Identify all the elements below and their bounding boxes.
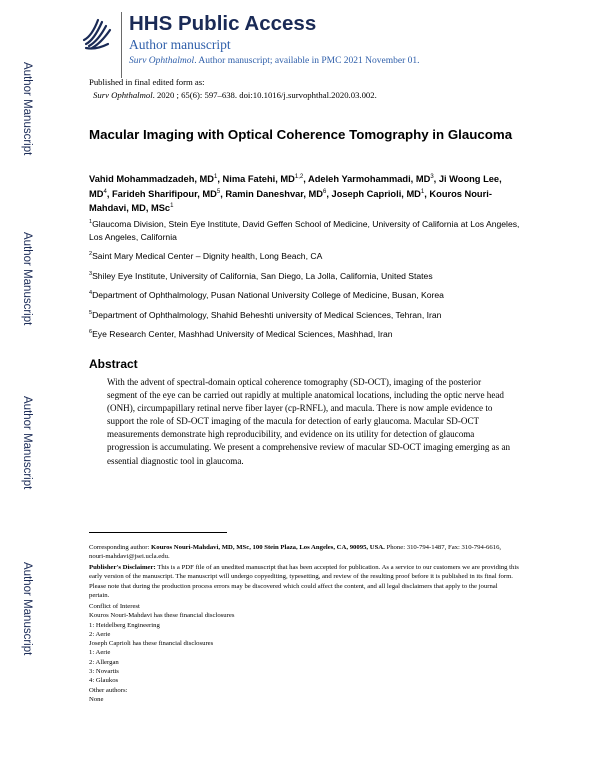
author-list: [89, 172, 519, 216]
article-title: Macular Imaging with Optical Coherence Tomography in Glaucoma: [89, 127, 513, 142]
author: Joseph Caprioli, $MD^1$,: [331, 188, 430, 199]
affiliation: $^2$Saint Mary Medical Center – Dignity health, Long Beach, CA: [89, 251, 323, 261]
citation-rest: . Author manuscript; available in PMC 2021 November 01.: [194, 56, 420, 66]
footnote-line: 2: Allergan: [89, 658, 119, 666]
affiliation: $^6$Eye Research Center, Mashhad University of Medical Sciences, Mashhad, Iran: [89, 329, 393, 339]
hhs-title: HHS Public Access: [129, 12, 317, 35]
side-label-1: Author Manuscript: [21, 62, 33, 156]
footnote-line: 2: Aerie: [89, 630, 111, 638]
citation-journal[interactable]: Surv Ophthalmol: [129, 56, 195, 66]
affiliation: $^3$Shiley Eye Institute, University of California, San Diego, La Jolla, California, United States: [89, 270, 433, 281]
footnote-line: Conflict of Interest: [89, 603, 140, 610]
author: Adeleh Yarmohammadi, $MD^3$,: [308, 173, 439, 184]
author: Ji Woong Lee, $MD^4$,: [89, 174, 502, 199]
footnote-line: 3: Novartis: [89, 668, 119, 676]
publisher-disclaimer: Publisher's Disclaimer: This is a PDF file of an unedited manuscript that has been accepted for publication. As a service to our customers we are providing this early version of the manuscript. The manuscript will undergo copyediting, typesetting, and review of the resulting proof before it is published in its final form. Please note that during the production process errors may be discovered which could affect the content, and all legal disclaimers that apply to the journal pertain.: [89, 564, 519, 599]
footnote-line: None: [89, 695, 104, 703]
footnote-line: 1: Heidelberg Engineering: [89, 621, 160, 629]
author: Vahid Mohammadzadeh, $MD^1$,: [89, 173, 223, 184]
abstract-text: With the advent of spectral-domain optical coherence tomography (SD-OCT), imaging of the posterior segment of the eye can be carried out rapidly at multiple anatomical locations, including the optic nerve head (ONH), circumpapillary retinal nerve fiber layer (cp-RNFL), and macula. There is now ample evidence to support the role of SD-OCT imaging of the macula for detection of early glaucoma. Macular SD-OCT measurements demonstrate high reproducibility, and evidence on its utility for detection of glaucoma progression is accumulating. We present a comprehensive review of macular SD-OCT imaging emerging as an essential diagnostic tool in glaucoma.: [107, 377, 511, 466]
author-manuscript-label: Author manuscript: [129, 37, 231, 52]
hhs-eagle-logo-icon: [80, 14, 114, 54]
abstract-heading: Abstract: [89, 357, 138, 371]
author: Ramin Daneshvar, $MD^6$,: [225, 188, 332, 199]
footnote-line: 4: Glaukos: [89, 677, 119, 685]
author: Nima Fatehi, MD$^{1,2}$,: [222, 173, 309, 184]
publication-details: . 2020 ; 65(6): 597–638. doi:10.1016/j.survophthal.2020.03.002.: [152, 90, 377, 100]
publication-journal: Surv Ophthalmol: [93, 90, 153, 100]
published-label: Published in final edited form as:: [89, 77, 205, 87]
footnote-line: Other authors:: [89, 686, 128, 694]
footnote-rule: [89, 532, 227, 533]
footnote-line: Kouros Nouri-Mahdavi has these financial disclosures: [89, 612, 235, 620]
author: Kouros Nouri-Mahdavi, MD, MSc$^1$: [89, 188, 492, 213]
footnote-line: Joseph Caprioli has these financial disclosures: [89, 640, 214, 648]
header-divider: [121, 12, 122, 78]
side-label-4: Author Manuscript: [21, 562, 33, 656]
affiliations: [89, 218, 529, 348]
footnote-line: 1: Aerie: [89, 649, 111, 657]
side-label-3: Author Manuscript: [21, 396, 33, 490]
affiliation: $^4$Department of Ophthalmology, Pusan National University College of Medicine, Busan, Korea: [89, 290, 444, 300]
side-label-2: Author Manuscript: [21, 232, 33, 326]
availability-citation: [129, 54, 420, 68]
header: [129, 12, 420, 68]
corresponding-author-note: Corresponding author: Kouros Nouri-Mahdavi, MD, MSc, 100 Stein Plaza, Los Angeles, CA, 90095, USA. Phone: 310-794-1487, Fax: 310-794-6616, nouri-mahdavi@jsei.ucla.edu.: [89, 544, 502, 561]
affiliation: $^1$Glaucoma Division, Stein Eye Institute, David Geffen School of Medicine, University of California at Los Angeles, Los Angeles, California: [89, 219, 520, 242]
author: Farideh Sharifipour, $MD^5$,: [111, 188, 226, 199]
conflict-of-interest: [89, 602, 519, 704]
affiliation: $^5$Department of Ophthalmology, Shahid Beheshti university of Medical Sciences, Tehran, Iran: [89, 309, 442, 320]
publication-info: [89, 76, 377, 102]
